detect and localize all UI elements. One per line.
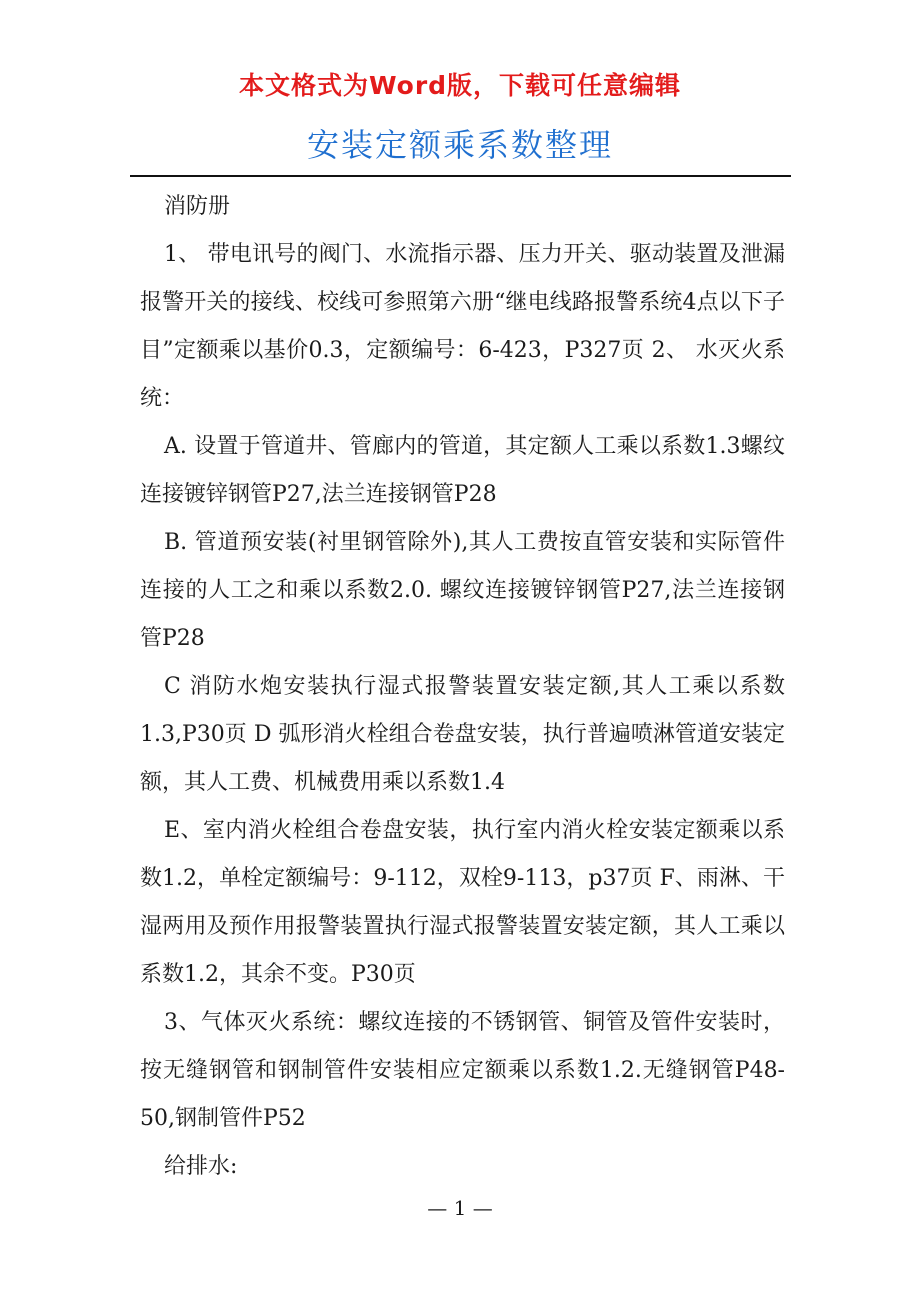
paragraph-item-c-d: C 消防水炮安装执行湿式报警装置安装定额,其人工乘以系数1.3,P30页 D 弧形消火栓组合卷盘安装，执行普遍喷淋管道安装定额，其人工费、机械费用乘以系数1.4 [140,674,785,795]
document-body [140,183,785,1191]
page-number: — 1 — [427,1196,493,1220]
title-divider [130,175,791,177]
paragraph-item-3: 3、气体灭火系统：螺纹连接的不锈钢管、铜管及管件安装时，按无缝钢管和钢制管件安装相应定额乘以系数1.2.无缝钢管P48-50,钢制管件P52 [140,1010,785,1131]
download-banner: 本文格式为Word版，下载可任意编辑 [238,71,682,100]
section-heading-fire: 消防册 [164,194,231,219]
section-heading-water: 给排水: [164,1154,238,1179]
paragraph-item-1: 1、 带电讯号的阀门、水流指示器、压力开关、驱动装置及泄漏报警开关的接线、校线可参照第六册“继电线路报警系统4点以下子目”定额乘以基价0.3，定额编号：6-423，P327页 2、 水灭火系统： [140,242,785,411]
paragraph-item-a: A. 设置于管道井、管廊内的管道，其定额人工乘以系数1.3螺纹连接镀锌钢管P27,法兰连接钢管P28 [140,434,785,507]
paragraph-item-b: B. 管道预安装(衬里钢管除外),其人工费按直管安装和实际管件连接的人工之和乘以系数2.0. 螺纹连接镀锌钢管P27,法兰连接钢管P28 [140,530,785,651]
document-title: 安装定额乘系数整理 [306,126,613,164]
paragraph-item-e-f: E、室内消火栓组合卷盘安装，执行室内消火栓安装定额乘以系数1.2，单栓定额编号：9-112，双栓9-113，p37页 F、雨淋、干湿两用及预作用报警装置执行湿式报警装置安装定额，其人工乘以系数1.2，其余不变。P30页 [140,818,785,987]
